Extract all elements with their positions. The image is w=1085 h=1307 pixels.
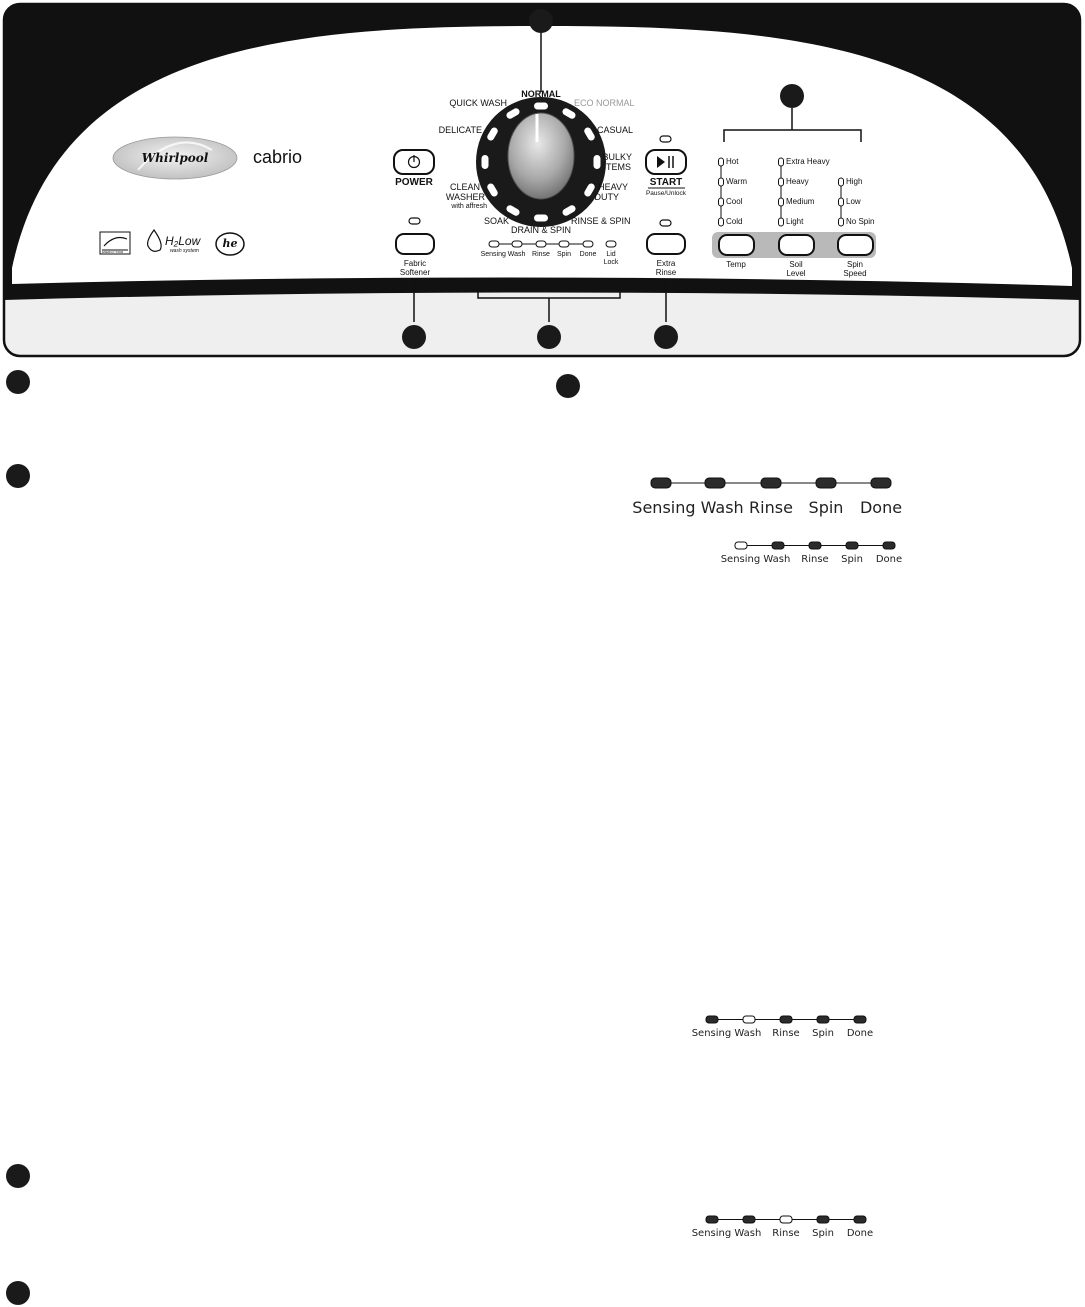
option-indicator — [719, 158, 724, 166]
status-sequence-label: Spin — [841, 554, 863, 565]
callout-marker-1 — [6, 370, 30, 394]
option-indicator — [719, 178, 724, 186]
status-light-lit — [761, 478, 781, 488]
start-sublabel: Pause/Unlock — [645, 190, 687, 197]
status-sequence-label: Done — [875, 554, 903, 565]
cycle-casual[interactable]: CASUAL — [597, 125, 634, 135]
callout-marker-2 — [556, 374, 580, 398]
option-label: High — [846, 177, 863, 186]
status-sequence-label: Spin — [812, 1028, 834, 1039]
cabrio-brand: cabrio — [253, 147, 303, 167]
cycle-soak[interactable]: SOAK — [483, 216, 509, 226]
option-indicator — [719, 198, 724, 206]
status-sequence-label: Sensing Wash — [691, 1028, 762, 1039]
status-sequence-label: Done — [859, 498, 903, 517]
option-label: Cold — [726, 217, 743, 226]
fabric-softener-label: Fabric Softener — [399, 259, 431, 277]
cycle-heavy-duty-line2[interactable]: DUTY — [594, 192, 619, 202]
option-indicator — [839, 198, 844, 206]
status-sequence — [691, 1014, 934, 1043]
whirlpool-brand: Whirlpool — [141, 151, 209, 165]
cycle-heavy-duty-line1[interactable]: HEAVY — [598, 182, 628, 192]
option-indicator — [839, 178, 844, 186]
cycle-bulky-line1[interactable]: BULKY — [602, 152, 632, 162]
status-light-lit — [651, 478, 671, 488]
cycle-bulky-line2[interactable]: ITEMS — [603, 162, 631, 172]
option-indicator — [719, 218, 724, 226]
status-light-lit — [883, 542, 895, 549]
option-label: Low — [846, 197, 861, 206]
option-indicator — [839, 218, 844, 226]
callout-marker-3 — [6, 464, 30, 488]
option-indicator — [779, 198, 784, 206]
cycle-delicate[interactable]: DELICATE — [438, 125, 482, 135]
cycle-clean-washer-line2[interactable]: WASHER — [445, 192, 485, 202]
option-label: Cool — [726, 197, 743, 206]
status-sequence-label: Rinse — [801, 554, 829, 565]
status-light-off — [743, 1016, 755, 1023]
callout-marker-fabric-softener — [402, 325, 426, 349]
option-indicator — [779, 178, 784, 186]
cycle-dial[interactable] — [476, 97, 606, 227]
status-light-lit — [743, 1216, 755, 1223]
status-light-lit — [706, 1216, 718, 1223]
status-sequence-label: Sensing Wash — [632, 498, 744, 517]
spin-speed-label: Spin Speed — [843, 260, 867, 278]
status-light-lit — [706, 1016, 718, 1023]
extra-rinse-indicator — [660, 220, 671, 226]
status-light-lit — [705, 478, 725, 488]
status-light-lit — [846, 542, 858, 549]
status-light-lit — [817, 1016, 829, 1023]
soil-level-label: Soil Level — [786, 260, 806, 278]
power-label: POWER — [395, 177, 433, 188]
h2low-logo-text: H₂Low — [165, 234, 201, 248]
status-light-indicator — [559, 241, 569, 247]
h2low-sub-text: wash system — [170, 248, 199, 254]
status-light-lit — [854, 1216, 866, 1223]
callout-marker-options — [780, 84, 804, 108]
option-label: Warm — [726, 177, 748, 186]
power-button[interactable] — [394, 150, 434, 174]
status-light-off — [780, 1216, 792, 1223]
cycle-rinse-spin[interactable]: RINSE & SPIN — [571, 216, 631, 226]
cycle-drain-spin[interactable]: DRAIN & SPIN — [510, 225, 572, 235]
cycle-eco-normal[interactable]: ECO NORMAL — [574, 98, 635, 108]
status-sequence-label: Done — [846, 1228, 874, 1239]
callout-marker-5 — [6, 1281, 30, 1305]
status-sequence — [720, 540, 963, 569]
status-light-off — [735, 542, 747, 549]
callout-marker-dial — [529, 9, 553, 33]
start-button[interactable] — [646, 150, 686, 174]
lid-lock-label: Lid Lock — [603, 251, 619, 266]
lid-lock-indicator — [606, 241, 616, 247]
he-logo-text: he — [222, 237, 238, 250]
status-sequence-label: Rinse — [772, 1028, 800, 1039]
start-indicator — [660, 136, 671, 142]
option-label: Light — [786, 217, 804, 226]
status-light-lit — [809, 542, 821, 549]
status-sequence — [691, 1214, 934, 1243]
status-light-lit — [817, 1216, 829, 1223]
extra-rinse-label: Extra Rinse — [655, 259, 677, 277]
status-sequence — [633, 476, 953, 521]
fabric-softener-button[interactable] — [396, 234, 434, 254]
status-sequence-label: Spin — [808, 498, 844, 517]
temp-button[interactable] — [719, 235, 754, 255]
spin-speed-button[interactable] — [838, 235, 873, 255]
temp-label: Temp — [726, 260, 746, 269]
status-sequence-label: Sensing Wash — [691, 1228, 762, 1239]
status-sequence-label: Done — [846, 1028, 874, 1039]
start-label: START — [649, 177, 683, 188]
option-label: No Spin — [846, 217, 875, 226]
option-indicator — [779, 218, 784, 226]
panel-status-label: Spin — [556, 251, 572, 258]
panel-status-label: Done — [579, 251, 597, 258]
soil-level-button[interactable] — [779, 235, 814, 255]
callout-marker-4 — [6, 1164, 30, 1188]
extra-rinse-button[interactable] — [647, 234, 685, 254]
panel-status-label: Sensing Wash — [480, 251, 526, 258]
control-panel — [0, 0, 1085, 362]
status-sequence-label: Spin — [812, 1228, 834, 1239]
option-label: Medium — [786, 197, 815, 206]
status-light-lit — [816, 478, 836, 488]
callout-marker-extra-rinse — [654, 325, 678, 349]
status-light-indicator — [583, 241, 593, 247]
option-label: Hot — [726, 157, 739, 166]
status-sequence-label: Rinse — [749, 498, 793, 517]
callout-marker-status-lights — [537, 325, 561, 349]
status-sequence-label: Sensing Wash — [720, 554, 791, 565]
option-label: Extra Heavy — [786, 157, 830, 166]
cycle-clean-washer-line1[interactable]: CLEAN — [449, 182, 480, 192]
option-indicator — [779, 158, 784, 166]
cycle-clean-washer-line3[interactable]: with affresh — [451, 203, 487, 210]
status-light-indicator — [536, 241, 546, 247]
fabric-softener-indicator — [409, 218, 420, 224]
panel-status-label: Rinse — [532, 251, 550, 258]
status-light-lit — [772, 542, 784, 549]
option-label: Heavy — [786, 177, 809, 186]
status-light-indicator — [512, 241, 522, 247]
cycle-normal[interactable]: NORMAL — [521, 89, 561, 99]
status-light-lit — [854, 1016, 866, 1023]
status-sequence-label: Rinse — [772, 1228, 800, 1239]
cycle-quick-wash[interactable]: QUICK WASH — [449, 98, 507, 108]
status-light-lit — [780, 1016, 792, 1023]
status-light-lit — [871, 478, 891, 488]
energy-star-label: ENERGY STAR — [102, 250, 124, 254]
status-light-indicator — [489, 241, 499, 247]
